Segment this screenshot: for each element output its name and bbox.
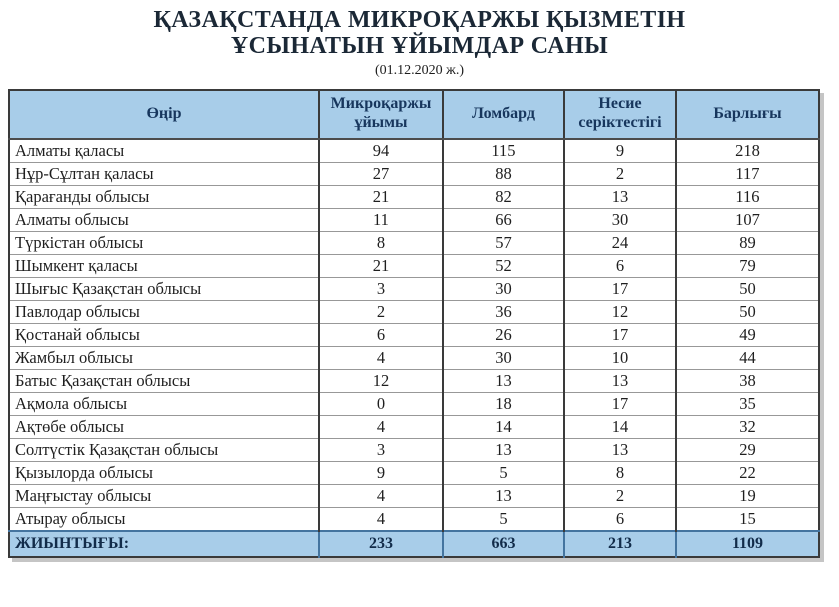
value-cell: 94 <box>319 139 443 163</box>
table-row <box>9 162 819 185</box>
header-row <box>9 90 819 139</box>
value-cell: 36 <box>443 300 564 323</box>
value-cell: 117 <box>676 162 819 185</box>
value-cell: 15 <box>676 507 819 531</box>
value-cell: 66 <box>443 208 564 231</box>
value-cell: 82 <box>443 185 564 208</box>
value-cell: 19 <box>676 484 819 507</box>
table-row <box>9 185 819 208</box>
value-cell: 13 <box>443 484 564 507</box>
region-name-cell: Шығыс Қазақстан облысы <box>9 277 319 300</box>
value-cell: 30 <box>564 208 676 231</box>
value-cell: 3 <box>319 277 443 300</box>
value-cell: 79 <box>676 254 819 277</box>
value-cell: 14 <box>564 415 676 438</box>
value-cell: 2 <box>564 162 676 185</box>
value-cell: 14 <box>443 415 564 438</box>
value-cell: 27 <box>319 162 443 185</box>
value-cell: 29 <box>676 438 819 461</box>
total-row-label: ЖИЫНТЫҒЫ: <box>9 531 319 557</box>
column-header-total: Барлығы <box>676 90 819 139</box>
value-cell: 8 <box>319 231 443 254</box>
column-header-microfinance-org: Микроқаржы ұйымы <box>319 90 443 139</box>
total-microfinance-org-value: 233 <box>319 531 443 557</box>
regions-table <box>8 89 820 558</box>
table-row <box>9 369 819 392</box>
table-body <box>9 139 819 531</box>
table-row <box>9 346 819 369</box>
value-cell: 35 <box>676 392 819 415</box>
total-row <box>9 531 819 557</box>
table-row <box>9 484 819 507</box>
table-row <box>9 415 819 438</box>
region-name-cell: Алматы қаласы <box>15 140 125 160</box>
value-cell: 6 <box>564 254 676 277</box>
value-cell: 4 <box>319 415 443 438</box>
value-cell: 21 <box>319 254 443 277</box>
page-title <box>0 7 839 60</box>
column-header-region: Өңір <box>9 90 319 139</box>
region-name-cell: Қарағанды облысы <box>9 185 319 208</box>
page-title-line1: ҚАЗАҚСТАНДА МИКРОҚАРЖЫ ҚЫЗМЕТІН <box>153 7 686 33</box>
region-name-cell: Солтүстік Қазақстан облысы <box>9 438 319 461</box>
value-cell: 32 <box>676 415 819 438</box>
document-page <box>0 7 839 607</box>
region-name-cell: Алматы облысы <box>9 208 319 231</box>
value-cell: 6 <box>319 323 443 346</box>
total-pawnshop-value: 663 <box>443 531 564 557</box>
value-cell: 13 <box>564 185 676 208</box>
value-cell: 5 <box>443 461 564 484</box>
value-cell: 116 <box>676 185 819 208</box>
region-name-cell: Атырау облысы <box>9 507 319 531</box>
value-cell: 115 <box>443 139 564 163</box>
value-cell: 52 <box>443 254 564 277</box>
table-row <box>9 231 819 254</box>
value-cell: 22 <box>676 461 819 484</box>
column-header-pawnshop: Ломбард <box>443 90 564 139</box>
value-cell: 17 <box>564 277 676 300</box>
report-date: (01.12.2020 ж.) <box>375 62 464 78</box>
region-name-cell: Батыс Қазақстан облысы <box>9 369 319 392</box>
value-cell: 13 <box>564 438 676 461</box>
value-cell: 4 <box>319 507 443 531</box>
value-cell: 44 <box>676 346 819 369</box>
value-cell: 57 <box>443 231 564 254</box>
region-name-cell: Қызылорда облысы <box>9 461 319 484</box>
value-cell: 30 <box>443 277 564 300</box>
value-cell: 4 <box>319 484 443 507</box>
region-name-cell: Түркістан облысы <box>9 231 319 254</box>
region-name-cell: Жамбыл облысы <box>9 346 319 369</box>
value-cell: 3 <box>319 438 443 461</box>
table-row <box>9 392 819 415</box>
page-title-line2: ҰСЫНАТЫН ҰЙЫМДАР САНЫ <box>230 33 609 60</box>
region-name-cell: Павлодар облысы <box>9 300 319 323</box>
table-row <box>9 254 819 277</box>
value-cell: 8 <box>564 461 676 484</box>
value-cell: 107 <box>676 208 819 231</box>
value-cell: 30 <box>443 346 564 369</box>
value-cell: 50 <box>676 300 819 323</box>
table-row <box>9 139 819 163</box>
value-cell: 13 <box>443 438 564 461</box>
region-name-cell: Шымкент қаласы <box>9 254 319 277</box>
value-cell: 12 <box>564 300 676 323</box>
value-cell: 13 <box>443 369 564 392</box>
table-row <box>9 507 819 531</box>
value-cell: 2 <box>564 484 676 507</box>
value-cell: 17 <box>564 323 676 346</box>
value-cell: 5 <box>443 507 564 531</box>
table-row <box>9 461 819 484</box>
value-cell: 49 <box>676 323 819 346</box>
value-cell: 9 <box>319 461 443 484</box>
table-row <box>9 323 819 346</box>
value-cell: 10 <box>564 346 676 369</box>
value-cell: 4 <box>319 346 443 369</box>
value-cell: 9 <box>564 139 676 163</box>
value-cell: 6 <box>564 507 676 531</box>
value-cell: 218 <box>676 139 819 163</box>
value-cell: 88 <box>443 162 564 185</box>
column-header-credit-partnership: Несие серіктестігі <box>564 90 676 139</box>
value-cell: 12 <box>319 369 443 392</box>
value-cell: 0 <box>319 392 443 415</box>
value-cell: 50 <box>676 277 819 300</box>
value-cell: 26 <box>443 323 564 346</box>
region-name-cell: Қостанай облысы <box>9 323 319 346</box>
total-overall-value: 1109 <box>676 531 819 557</box>
value-cell: 89 <box>676 231 819 254</box>
value-cell: 18 <box>443 392 564 415</box>
region-name-cell: Маңғыстау облысы <box>9 484 319 507</box>
value-cell: 21 <box>319 185 443 208</box>
total-credit-partnership-value: 213 <box>564 531 676 557</box>
value-cell: 11 <box>319 208 443 231</box>
region-name-cell: Ақмола облысы <box>9 392 319 415</box>
value-cell: 17 <box>564 392 676 415</box>
value-cell: 2 <box>319 300 443 323</box>
table-row <box>9 438 819 461</box>
table-row <box>9 208 819 231</box>
region-name-cell: Нұр-Сұлтан қаласы <box>9 162 319 185</box>
table-row <box>9 277 819 300</box>
value-cell: 38 <box>676 369 819 392</box>
value-cell: 24 <box>564 231 676 254</box>
table-row <box>9 300 819 323</box>
value-cell: 13 <box>564 369 676 392</box>
region-name-cell: Ақтөбе облысы <box>9 415 319 438</box>
